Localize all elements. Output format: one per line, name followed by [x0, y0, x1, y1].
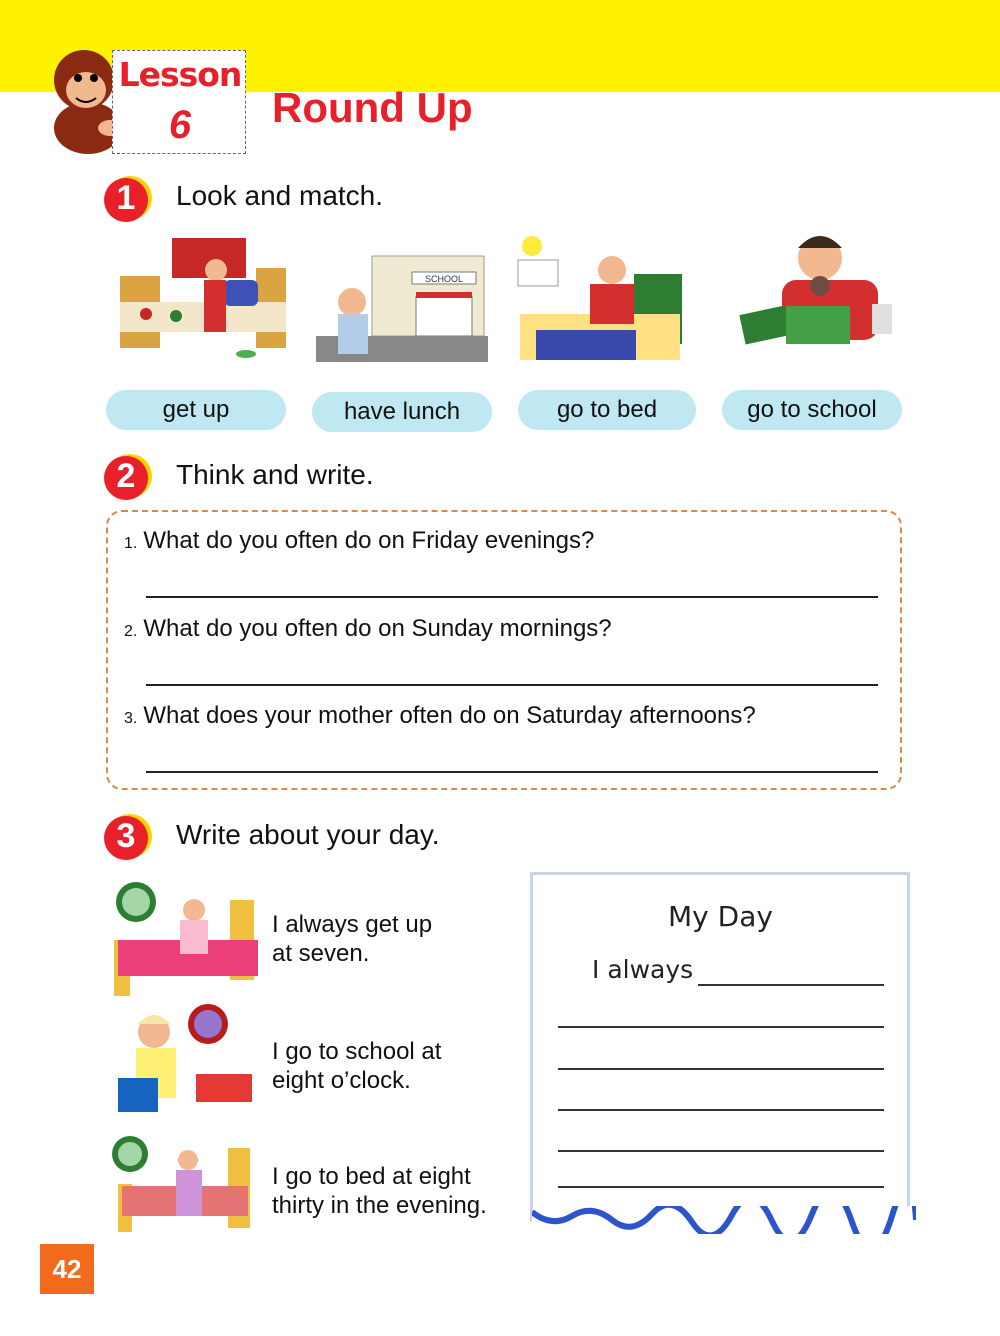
writing-line-4[interactable]: [558, 1109, 884, 1111]
page-number: 42: [40, 1244, 94, 1294]
section-1-heading: Look and match.: [176, 180, 384, 211]
question-3-number: 3.: [124, 710, 138, 727]
question-3-text: What does your mother often do on Saturday afternoons?: [143, 702, 756, 729]
example-1-line-2: at seven.: [272, 940, 370, 967]
section-3-heading: Write about your day.: [176, 819, 440, 850]
answer-line-1[interactable]: [146, 596, 878, 598]
lesson-number: 6: [168, 103, 192, 147]
example-1-line-1: I always get up: [272, 911, 433, 938]
question-1-text: What do you often do on Friday evenings?: [143, 527, 595, 554]
torn-paper-edge: [532, 1206, 916, 1234]
section-2-heading: Think and write.: [176, 459, 374, 490]
writing-line-3[interactable]: [558, 1068, 884, 1070]
answer-line-3[interactable]: [146, 771, 878, 773]
example-2-line-2: eight o’clock.: [272, 1067, 411, 1094]
girl-going-to-bed-picture: [516, 230, 688, 362]
match-label-3[interactable]: go to bed: [518, 390, 696, 430]
match-label-1[interactable]: get up: [106, 390, 286, 430]
girl-getting-out-of-bed-picture: [106, 236, 296, 362]
example-3-text: [272, 1162, 487, 1220]
boy-at-school-picture: [316, 250, 488, 362]
section-1-number: 1: [116, 179, 136, 217]
clock-and-girl-going-to-bed-picture: [110, 1130, 260, 1234]
question-1-number: 1.: [124, 535, 138, 552]
page-title: Round Up: [272, 84, 473, 131]
lesson-card: [112, 50, 246, 154]
question-2-number: 2.: [124, 623, 138, 640]
section-1-badge: [104, 174, 156, 226]
example-2-line-1: I go to school at: [272, 1038, 442, 1065]
match-label-4[interactable]: go to school: [722, 390, 902, 430]
question-1: [124, 527, 594, 555]
section-3-badge: [104, 812, 156, 864]
section-3-number: 3: [116, 817, 136, 855]
lesson-label: Lesson: [118, 55, 242, 94]
example-3-line-2: thirty in the evening.: [272, 1192, 487, 1219]
clock-and-girl-going-to-school-picture: [110, 1000, 260, 1118]
question-2: [124, 615, 612, 643]
example-2-text: [272, 1037, 441, 1095]
writing-line-1[interactable]: [698, 984, 884, 986]
question-2-text: What do you often do on Sunday mornings?: [143, 615, 612, 642]
my-day-title: My Day: [668, 900, 773, 933]
section-2-number: 2: [116, 457, 136, 495]
svg-text:SCHOOL: SCHOOL: [424, 274, 464, 284]
my-day-start-text: I always: [592, 955, 694, 984]
writing-line-6[interactable]: [558, 1186, 884, 1188]
writing-line-5[interactable]: [558, 1150, 884, 1152]
writing-line-2[interactable]: [558, 1026, 884, 1028]
answer-line-2[interactable]: [146, 684, 878, 686]
example-3-line-1: I go to bed at eight: [272, 1163, 471, 1190]
clock-and-girl-getting-up-picture: [110, 880, 260, 998]
example-1-text: [272, 910, 432, 968]
match-label-2[interactable]: have lunch: [312, 392, 492, 432]
boy-having-lunch-picture: [722, 224, 892, 362]
question-3: [124, 702, 756, 730]
section-2-badge: [104, 452, 156, 504]
